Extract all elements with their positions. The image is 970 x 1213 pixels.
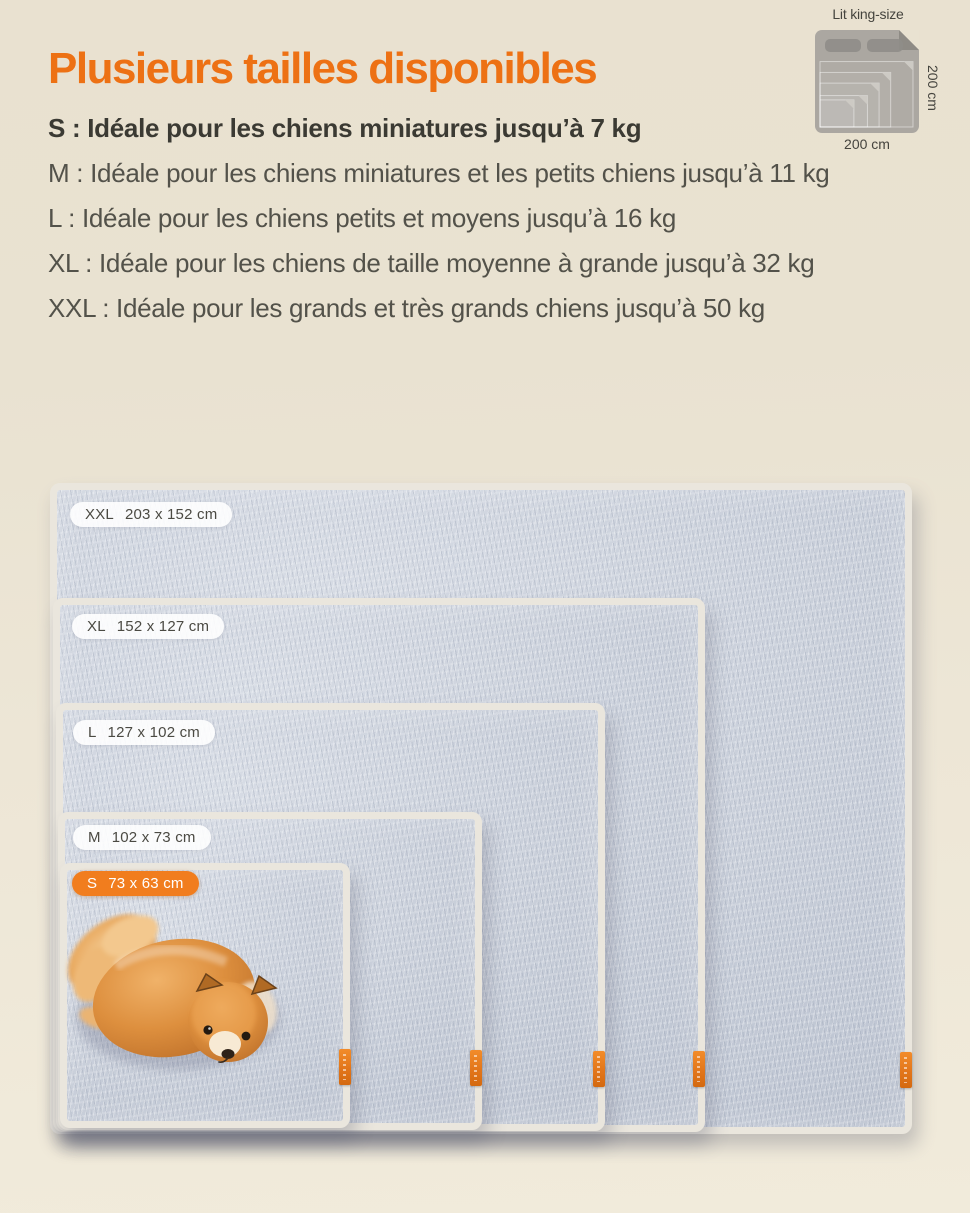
size-description-xxl: XXL : Idéale pour les grands et très grands chiens jusqu’à 50 kg [48, 293, 765, 323]
pill-dims-label: 203 x 152 cm [124, 506, 218, 523]
brand-tag-l [593, 1051, 605, 1087]
pill-size-label: M [88, 829, 101, 846]
pill-size-label: S [87, 875, 98, 892]
size-pill-xxl [70, 502, 232, 527]
size-description-s: S : Idéale pour les chiens miniatures jusqu’à 7 kg [48, 113, 642, 143]
brand-tag-s [339, 1049, 351, 1085]
size-description-xl: XL : Idéale pour les chiens de taille moyenne à grande jusqu’à 32 kg [48, 248, 815, 278]
bed-diagram-title: Lit king-size [832, 6, 904, 22]
bed-size-diagram [793, 6, 965, 171]
pill-dims-label: 102 x 73 cm [111, 829, 196, 846]
size-pill-m [73, 825, 211, 850]
pill-size-label: XXL [85, 506, 114, 523]
size-description-m: M : Idéale pour les chiens miniatures et les petits chiens jusqu’à 11 kg [48, 158, 830, 188]
size-description-l: L : Idéale pour les chiens petits et moyens jusqu’à 16 kg [48, 203, 676, 233]
pill-dims-label: 152 x 127 cm [116, 618, 210, 635]
pomeranian-dog-illustration [56, 896, 294, 1086]
pill-size-label: L [88, 724, 97, 741]
pill-dims-label: 127 x 102 cm [107, 724, 200, 741]
brand-tag-m [470, 1050, 482, 1086]
page-title: Plusieurs tailles disponibles [48, 44, 597, 93]
size-pill-s-highlighted [72, 871, 199, 896]
brand-tag-xl [693, 1051, 705, 1087]
king-size-bed-icon [815, 30, 919, 133]
size-pill-xl [72, 614, 224, 639]
pill-size-label: XL [87, 618, 106, 635]
brand-tag-xxl [900, 1052, 912, 1088]
size-pill-l [73, 720, 215, 745]
bed-width-label: 200 cm [844, 136, 890, 152]
pill-dims-label: 73 x 63 cm [108, 875, 184, 892]
bed-height-label: 200 cm [925, 65, 941, 111]
